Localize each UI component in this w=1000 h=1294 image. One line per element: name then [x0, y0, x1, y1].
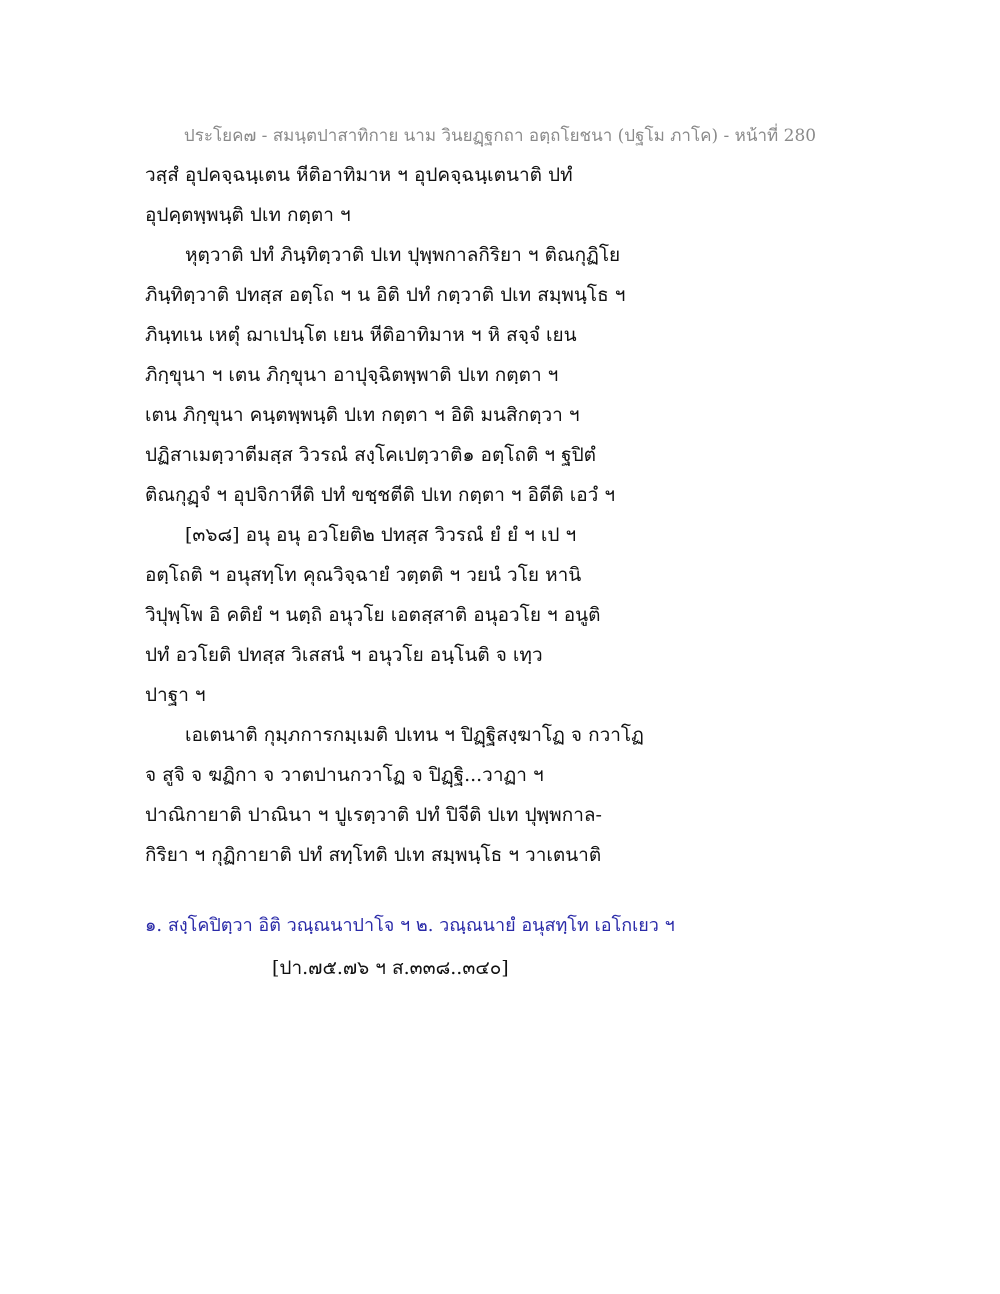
body-text	[145, 155, 865, 875]
footnote-line: ๑. สงฺโคปิตฺวา อิติ วณฺณนาปาโจ ฯ ๒. วณฺณนายํ อนุสทฺโท เอโกเยว ฯ	[145, 915, 675, 936]
body-line: ปาฐา ฯ	[145, 684, 206, 706]
body-line: ปทํ อวโยติ ปทสฺส วิเสสนํ ฯ อนุวโย อนฺโนติ จ เทฺว	[145, 644, 543, 666]
body-line: ติณกุฏฺจํ ฯ อุปจิกาหีติ ปทํ ขชฺชตีติ ปเท กตฺตา ฯ อิตีติ เอวํ ฯ	[145, 484, 616, 506]
body-line: เอเตนาติ กุมฺภการกมฺเมติ ปเทน ฯ ปิฏฺฐิสงฺฆาโฏ จ กวาโฏ	[185, 724, 644, 746]
footnotes	[145, 906, 865, 946]
body-line: เตน ภิกฺขุนา คนฺตพฺพนฺติ ปเท กตฺตา ฯ อิติ มนสิกตฺวา ฯ	[145, 404, 580, 426]
body-line: อุปคฺตพฺพนฺติ ปเท กตฺตา ฯ	[145, 204, 351, 226]
page-header: ประโยค๗ - สมนฺตปาสาทิกาย นาม วินยฏฺฐกถา อตฺถโยชนา (ปฐโม ภาโค) - หน้าที่ 280	[183, 126, 817, 146]
body-line: ภิกฺขุนา ฯ เตน ภิกฺขุนา อาปุจฺฉิตพฺพาติ ปเท กตฺตา ฯ	[145, 364, 559, 386]
body-line: กิริยา ฯ กุฏิกายาติ ปทํ สทฺโทติ ปเท สมฺพนฺโธ ฯ วาเตนาติ	[145, 844, 602, 866]
body-line: วิปุพฺโพ อิ คติยํ ฯ นตฺถิ อนุวโย เอตสฺสาติ อนุอวโย ฯ อนูติ	[145, 604, 601, 626]
body-line: จ สูจิ จ ฆฏิกา จ วาตปานกวาโฏ จ ปิฏฺฐิ...วาฏา ฯ	[145, 764, 544, 786]
body-line: ภินฺทเน เหตุํ ฌาเปนฺโต เยน หีติอาทิมาห ฯ หิ สจฺจํ เยน	[145, 324, 577, 346]
body-line: ภินฺทิตฺวาติ ปทสฺส อตฺโถ ฯ น อิติ ปทํ กตฺวาติ ปเท สมฺพนฺโธ ฯ	[145, 284, 626, 306]
body-line: [๓๖๘] อนุ อนุ อวโยติ๒ ปทสฺส วิวรณํ ยํ ยํ ฯ เป ฯ	[185, 524, 577, 546]
body-line: ปฏิสาเมตฺวาตีมสฺส วิวรณํ สงฺโคเปตฺวาติ๑ อตฺโถติ ฯ ฐปิตํ	[145, 444, 596, 466]
page-reference: [ปา.๗๕.๗๖ ฯ ส.๓๓๘..๓๔๐]	[272, 957, 509, 979]
body-line: อตฺโถติ ฯ อนุสทฺโท คุณวิจฺฉายํ วตฺตติ ฯ วยนํ วโย หานิ	[145, 564, 582, 586]
body-line: ปาณิกายาติ ปาณินา ฯ ปูเรตฺวาติ ปทํ ปิจีติ ปเท ปุพฺพกาล-	[145, 804, 602, 826]
body-line: หุตฺวาติ ปทํ ภินฺทิตฺวาติ ปเท ปุพฺพกาลกิริยา ฯ ติณกุฏิโย	[185, 244, 621, 266]
body-line: วสฺสํ อุปคจฺฉนฺเตน หีติอาทิมาห ฯ อุปคจฺฉนฺเตนาติ ปทํ	[145, 164, 573, 186]
